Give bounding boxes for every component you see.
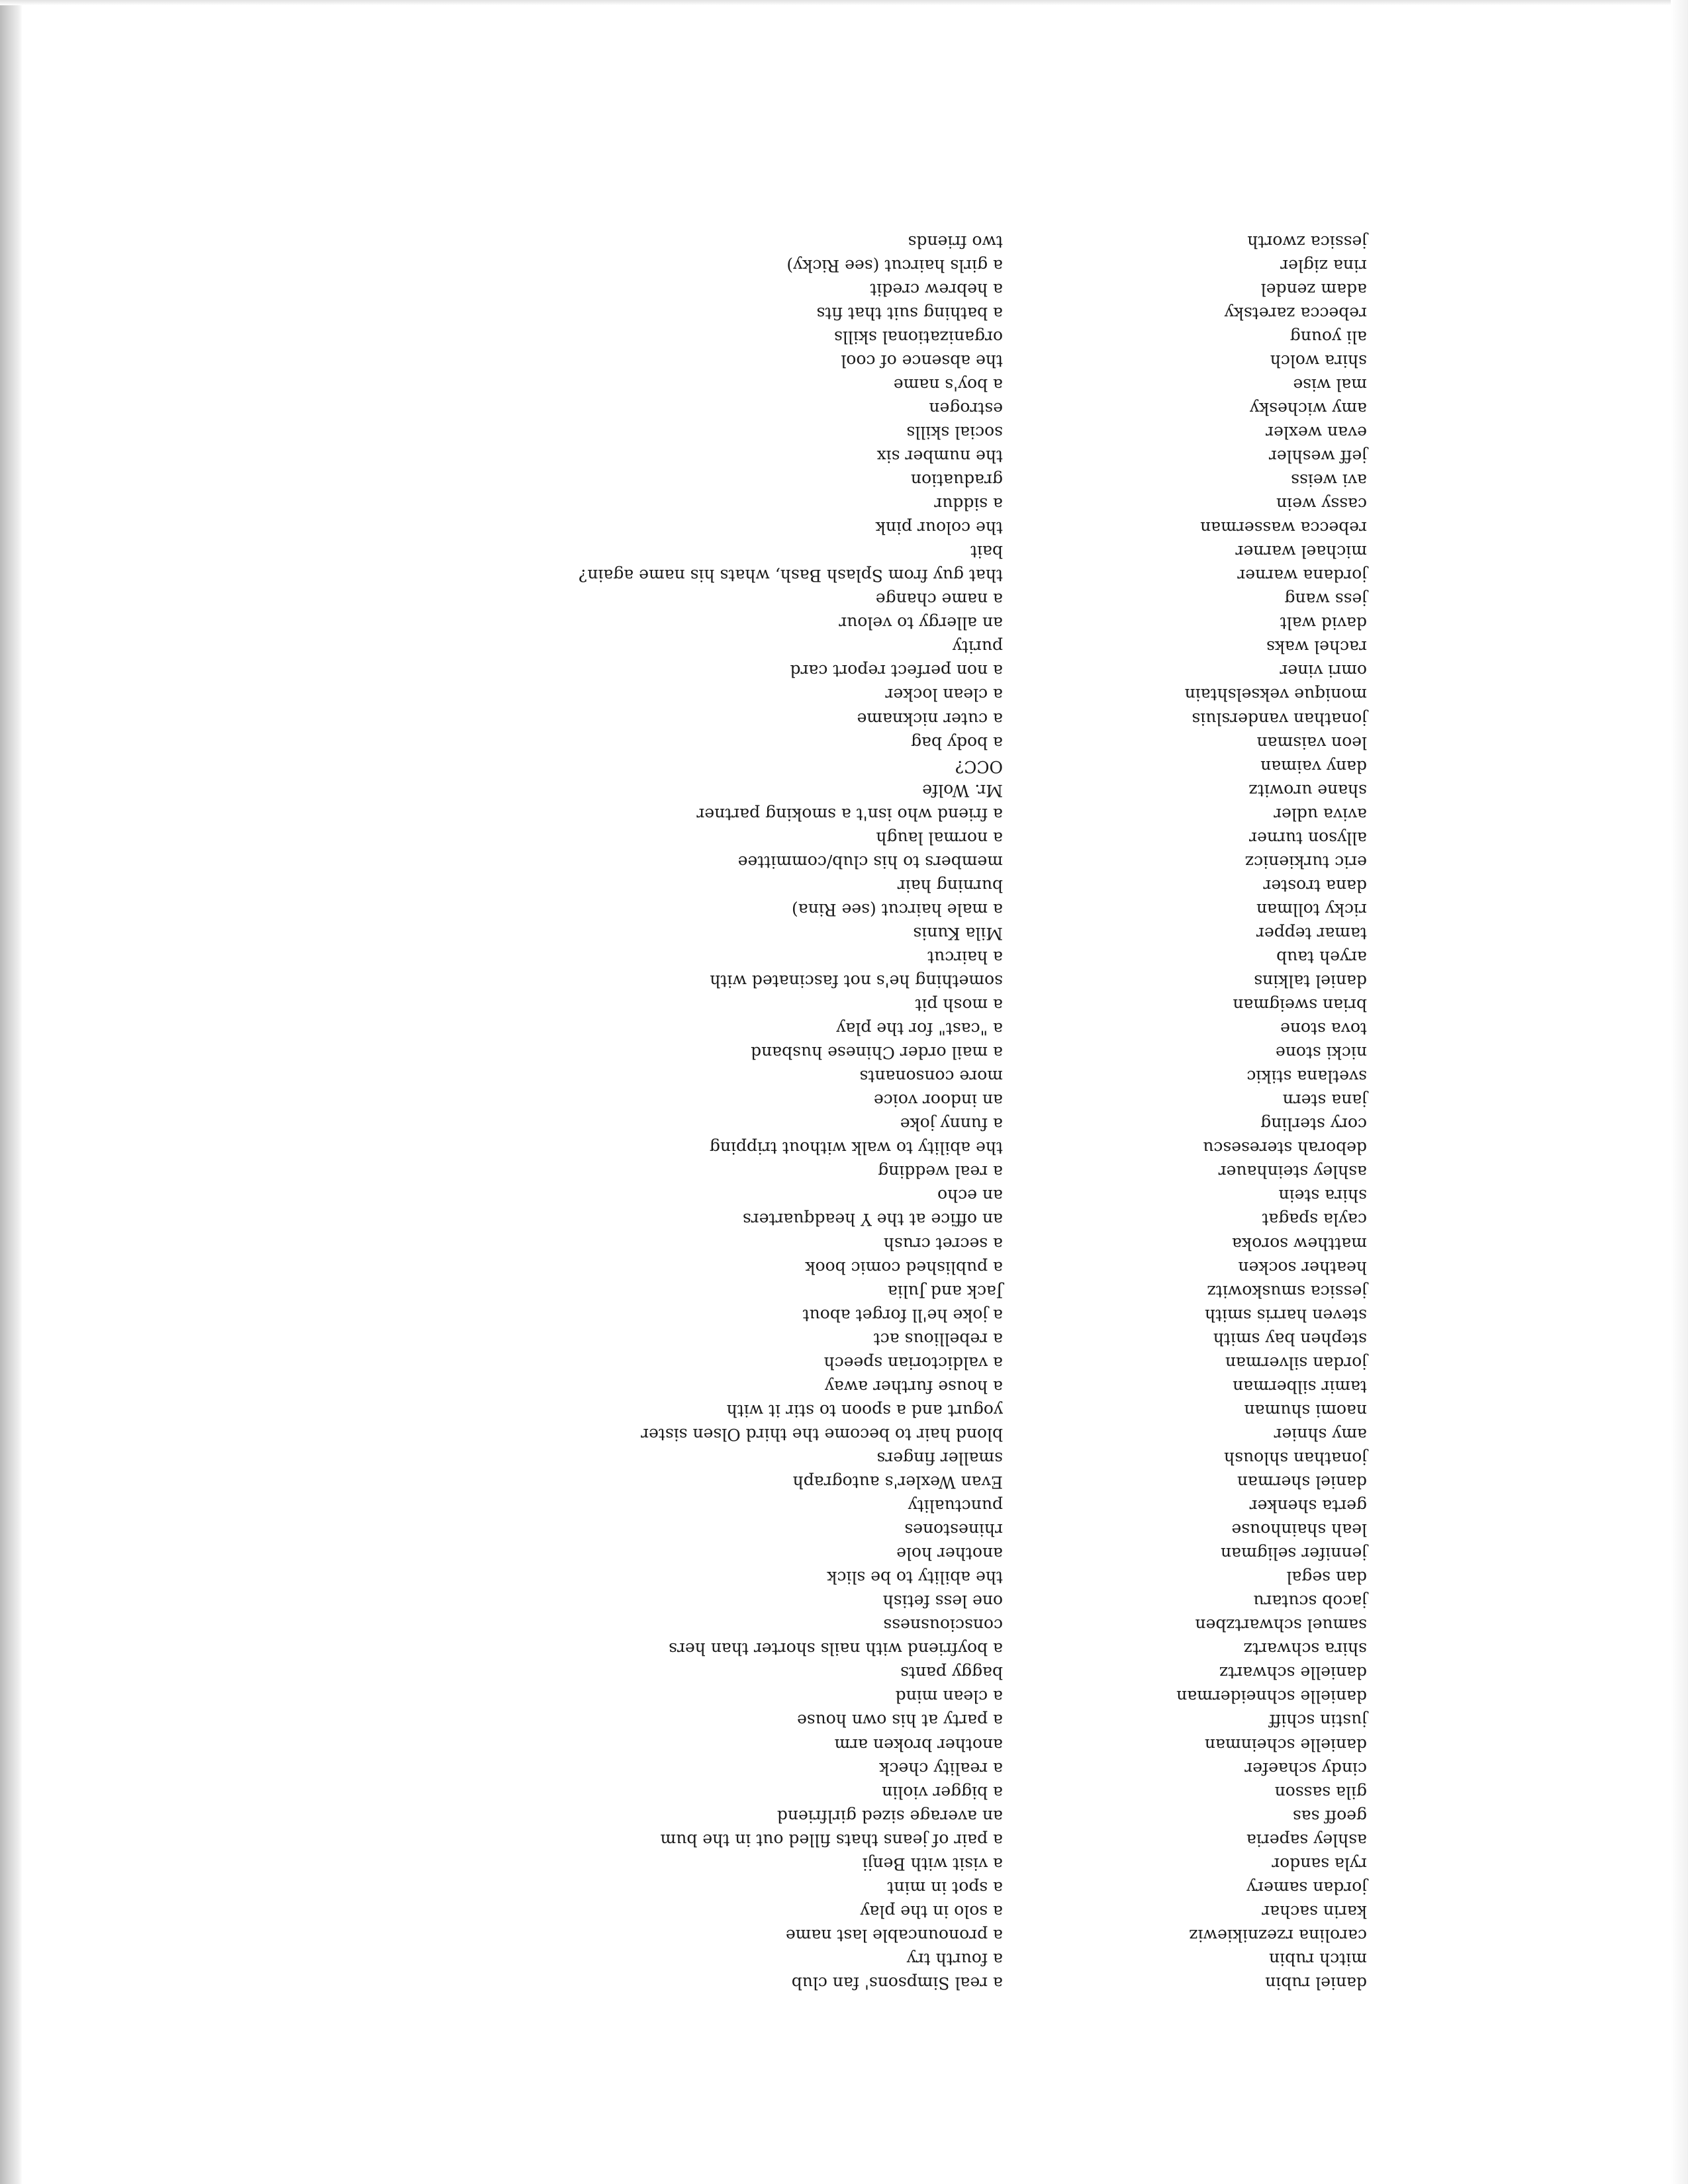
student-name: amy wichesky [1249,398,1367,418]
bequest-item: a non perfect report card [790,661,1003,681]
student-name: ashley steinhauer [1218,1162,1367,1182]
student-name: omri viner [1280,661,1367,681]
list-item [242,1136,1367,1160]
list-item [242,253,1367,277]
bequest-item: a bigger violin [882,1782,1003,1802]
bequest-item: one less fetish [882,1592,1003,1612]
student-name: jessica zworth [1247,232,1367,251]
bequest-item: a name change [875,590,1003,610]
list-item [242,1470,1367,1494]
list-item [242,1232,1367,1255]
list-item [242,1207,1367,1231]
list-item [242,731,1367,754]
student-name: jess wang [1284,590,1367,610]
bequest-item: a boyfriend with nails shorter than hers [669,1639,1003,1659]
student-name: tamir silberman [1233,1377,1367,1396]
bequest-item: a haircut [927,947,1003,967]
list-item [242,492,1367,516]
list-item [242,1017,1367,1040]
list-item [242,1398,1367,1422]
list-item [242,1876,1367,1899]
list-item [242,1828,1367,1852]
list-item [242,1804,1367,1828]
student-name: rachel waks [1266,637,1367,657]
student-name: aviva udler [1274,804,1367,824]
bequest-item: a bathing suit that fits [816,303,1003,323]
bequest-item: a real wedding [878,1162,1003,1182]
student-name: rina zigler [1280,255,1367,275]
list-item [242,277,1367,301]
student-name: leon vaisman [1256,733,1367,752]
bequest-item: rhinestones [904,1520,1003,1540]
student-name: brian sweigman [1233,995,1367,1015]
bequest-item: a valdictorian speech [823,1353,1003,1373]
bequest-item: a body bag [911,733,1003,752]
student-name: gila sasson [1274,1782,1367,1802]
list-item [242,1971,1367,1995]
bequest-item: a clean mind [895,1687,1003,1707]
bequest-item: a rebellious act [873,1329,1003,1349]
list-item [242,516,1367,539]
list-item [242,969,1367,993]
student-name: jordana warner [1237,566,1367,586]
student-name: daniel talkins [1254,972,1367,991]
student-name: justin schiff [1269,1711,1367,1731]
bequest-item: a reality check [879,1758,1003,1778]
list-item [242,1279,1367,1303]
bequest-item: a published comic book [805,1257,1003,1277]
bequest-item: a real Simpsons' fan club [791,1974,1003,1993]
bequest-item: a boy's name [893,375,1003,394]
student-name: gerta shenker [1249,1496,1367,1516]
bequest-item: a male haircut (see Rina) [792,899,1003,919]
student-name: jeff weshler [1268,447,1367,466]
list-item [242,1351,1367,1375]
bequest-item: more consonants [859,1067,1003,1087]
student-name: cassy wein [1276,494,1367,514]
list-item [242,1756,1367,1780]
bequest-item: a girls haircut (see Ricky) [786,255,1003,275]
list-item [242,945,1367,969]
student-name: allyson turner [1249,828,1367,848]
bequest-list [242,230,1367,1995]
bequest-item: punctuality [908,1496,1003,1516]
student-name: tamar tepper [1256,923,1367,943]
list-item [242,1088,1367,1112]
list-item [242,897,1367,921]
bequest-item: an indoor voice [873,1091,1003,1111]
list-item [242,1684,1367,1708]
list-item [242,611,1367,635]
list-item [242,539,1367,563]
list-item [242,563,1367,587]
list-item [242,754,1367,778]
list-item [242,587,1367,611]
student-name: steven harris smith [1205,1305,1367,1325]
student-name: ali young [1289,327,1367,347]
list-item [242,993,1367,1017]
list-item [242,706,1367,730]
student-name: karin sachar [1262,1901,1367,1921]
student-name: naomi shuman [1244,1400,1367,1420]
student-name: shira stein [1278,1186,1367,1206]
bequest-item: a friend who isn't a smoking partner [696,804,1003,824]
student-name: daniel sherman [1237,1473,1367,1492]
student-name: rebecca wasserman [1200,518,1367,538]
student-name: jana stern [1282,1091,1367,1111]
list-item [242,1040,1367,1064]
bequest-item: a funny joke [900,1115,1003,1134]
bequest-item: another broken arm [834,1735,1003,1754]
bequest-item: baggy pants [900,1663,1003,1683]
list-item [242,1613,1367,1637]
list-item [242,1780,1367,1804]
student-name: jonathan shloush [1224,1448,1367,1468]
list-item [242,1923,1367,1947]
student-name: aryeh taub [1276,947,1367,967]
student-name: deborah steresescu [1203,1138,1367,1158]
list-item [242,1422,1367,1446]
list-item [242,1183,1367,1207]
list-item [242,1112,1367,1136]
student-name: danielle schwartz [1219,1663,1367,1683]
student-name: svetlana stikic [1246,1067,1367,1087]
student-name: heather socken [1238,1257,1367,1277]
list-item [242,230,1367,253]
bequest-item: OCC? [955,756,1003,776]
list-item [242,1327,1367,1351]
bequest-item: Mr. Wolfe [922,780,1003,800]
student-name: dana troster [1263,876,1367,895]
student-name: samuel schwartzben [1195,1615,1367,1635]
list-item [242,1852,1367,1876]
student-name: ashley saperia [1246,1830,1367,1850]
list-item [242,1375,1367,1398]
student-name: avi weiss [1291,471,1367,490]
list-item [242,1661,1367,1684]
student-name: carolina rzeznikiewiz [1189,1925,1367,1945]
bequest-item: a clean locker [885,685,1003,705]
list-item [242,325,1367,349]
student-name: evan wexler [1266,422,1367,442]
bequest-item: a mail order Chinese husband [751,1043,1003,1063]
student-name: mal wise [1293,375,1367,394]
list-item [242,921,1367,945]
bequest-item: organizational skills [834,327,1003,347]
list-item [242,1637,1367,1661]
bequest-item: a fourth try [906,1949,1003,1969]
bequest-item: a cuter nickname [857,709,1003,729]
bequest-item: a mosh pit [915,995,1003,1015]
list-item [242,659,1367,682]
bequest-item: an average sized girlfriend [776,1806,1003,1826]
list-item [242,1518,1367,1541]
student-name: jessica smuskowitz [1207,1281,1367,1301]
student-name: monique vekselshtain [1184,685,1367,705]
list-item [242,1255,1367,1279]
student-name: eric turkienicz [1245,852,1367,872]
list-item [242,444,1367,468]
list-item [242,1947,1367,1971]
bequest-item: a hebrew credit [870,279,1003,299]
student-name: geoff sas [1292,1806,1367,1826]
bequest-item: consciousness [883,1615,1003,1635]
student-name: michael warner [1235,542,1367,562]
student-name: stephen bay smith [1213,1329,1367,1349]
bequest-item: a "cast" for the play [836,1019,1003,1039]
bequest-item: an allergy to velour [839,614,1003,633]
bequest-item: the ability to be slick [827,1568,1003,1588]
student-name: jacob scutaru [1253,1592,1367,1612]
bequest-item: a pair of jeans thats filled out in the bum [660,1830,1003,1850]
bequest-item: a house further away [824,1377,1003,1396]
bequest-item: the ability to walk without tripping [709,1138,1003,1158]
bequest-item: a pronouncable last name [785,1925,1003,1945]
bequest-item: members to his club/committee [737,852,1003,872]
student-name: amy shnier [1274,1424,1367,1444]
student-name: ricky tollman [1256,899,1367,919]
list-item [242,373,1367,396]
student-name: jonathan vandersluis [1192,709,1367,729]
bequest-item: graduation [910,471,1003,490]
student-name: shira wolch [1270,351,1367,371]
student-name: tova stone [1280,1019,1367,1039]
bequest-item: bait [970,542,1003,562]
list-item [242,1064,1367,1088]
bequest-item: the absence of cool [841,351,1003,371]
student-name: mitch rubin [1269,1949,1367,1969]
student-name: daniel rubin [1265,1974,1367,1993]
list-item [242,1589,1367,1613]
bequest-item: purity [952,637,1003,657]
bequest-item: a siddur [934,494,1003,514]
bequest-item: burning hair [897,876,1003,895]
student-name: matthew soroka [1232,1234,1367,1253]
student-name: cory sterling [1260,1115,1367,1134]
bequest-item: a visit with Benji [862,1854,1003,1874]
bequest-item: Mila Kunis [913,923,1003,943]
list-item [242,850,1367,874]
bequest-item: blond hair to become the third Olsen sister [641,1424,1003,1444]
bequest-item: a joke he'll forget about [802,1305,1003,1325]
list-item [242,1494,1367,1518]
student-name: danielle scheinman [1204,1735,1367,1754]
bequest-item: Evan Wexler's autograph [792,1473,1003,1492]
student-name: cayla spagat [1262,1210,1367,1230]
list-item [242,468,1367,492]
student-name: shira schwartz [1243,1639,1367,1659]
bequest-item: a spot in mint [887,1878,1003,1897]
bequest-item: something he's not fascinated with [710,972,1003,991]
student-name: danielle schneiderman [1176,1687,1367,1707]
bequest-item: that guy from Splash Bash, whats his name again? [578,566,1003,586]
bequest-item: the colour pink [875,518,1003,538]
bequest-item: a normal laugh [876,828,1003,848]
bequest-item: Jack and Julia [888,1281,1003,1301]
bequest-item: yogurt and a spoon to stir it with [726,1400,1003,1420]
bequest-item: a party at his own house [797,1711,1003,1731]
list-item [242,635,1367,659]
student-name: dan segal [1286,1568,1367,1588]
list-item [242,802,1367,826]
list-item [242,874,1367,897]
list-item [242,826,1367,850]
student-name: jennifer seligman [1220,1544,1367,1564]
list-item [242,420,1367,444]
list-item [242,301,1367,325]
student-name: adam zendel [1260,279,1367,299]
bequest-item: an office at the Y headquarters [742,1210,1003,1230]
student-name: leah shainhouse [1231,1520,1367,1540]
student-name: jordan silverman [1225,1353,1367,1373]
list-item [242,1303,1367,1327]
student-name: jordan samery [1246,1878,1367,1897]
student-name: david walt [1280,614,1367,633]
list-item [242,682,1367,706]
student-name: ryla sandor [1272,1854,1367,1874]
bequest-item: the number six [876,447,1003,466]
list-item [242,1708,1367,1732]
student-name: nicki stone [1275,1043,1367,1063]
bequest-item: smaller fingers [876,1448,1003,1468]
bequest-item: estrogen [929,398,1003,418]
list-item [242,1541,1367,1565]
bequest-item: a solo in the play [860,1901,1003,1921]
bequest-item: social skills [906,422,1003,442]
list-item [242,349,1367,373]
bequest-item: an echo [937,1186,1003,1206]
list-item [242,1565,1367,1589]
bequest-item: two friends [908,232,1003,251]
bequest-item: a secret crush [883,1234,1003,1253]
list-item [242,1899,1367,1923]
student-name: cindy schaefer [1244,1758,1367,1778]
student-name: dany vaiman [1260,756,1367,776]
student-name: shane urowitz [1248,780,1367,800]
list-item [242,778,1367,802]
list-item [242,1160,1367,1183]
list-item [242,1732,1367,1756]
student-name: rebecca zaretsky [1224,303,1367,323]
bequest-item: another hole [896,1544,1003,1564]
list-item [242,1446,1367,1470]
list-item [242,396,1367,420]
